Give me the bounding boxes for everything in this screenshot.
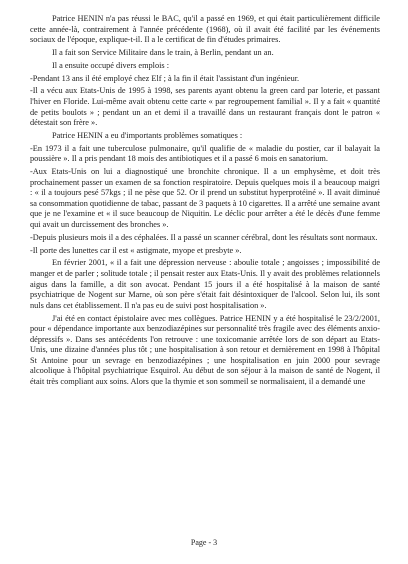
paragraph-employment-usa: -Il a vécu aux Etats-Unis de 1995 à 1998, ses parents ayant obtenu la green card par loterie, et passant l'hiver en Floride. Lui-même avait obtenu cette carte « par regroupement familial ». Il y a fait « quantité de petits boulots » ; pendant un an et demi il a travaillé dans un restaurant français dont le patron « détestait son frère ». bbox=[30, 86, 380, 128]
paragraph-employment-elf: -Pendant 13 ans il été employé chez Elf ; à la fin il était l'assistant d'un ingénieur. bbox=[30, 73, 300, 83]
page-number: Page - 3 bbox=[190, 538, 218, 547]
document-body bbox=[30, 14, 380, 390]
paragraph-headaches: -Depuis plusieurs mois il a des céphalées. Il a passé un scanner cérébral, dont les résultats sont normaux. bbox=[30, 232, 378, 242]
paragraph-employment-intro: Il a ensuite occupé divers emplois : bbox=[52, 60, 170, 70]
paragraph-bronchitis: -Aux Etats-Unis on lui a diagnostiqué une bronchite chronique. Il a un emphysème, et doit très prochainement passer un examen de sa fonction respiratoire. Depuis quelques mois il a beaucoup maigri : « il a toujours pesé 57kgs ; il ne pèse que 52. Or il prend un substitut hyperprotéiné ». Il avait diminué sa consommation quotidienne de tabac, passant de 3 paquets à 10 cigarettes. Il a arrêté une semaine avant que je ne l'examine et « il suce beaucoup de Niquitin. Le déclic pour arrêter a été le décès d'une femme qui avait un durcissement des bronches ». bbox=[30, 167, 380, 229]
paragraph-glasses: -Il porte des lunettes car il est « astigmate, myope et presbyte ». bbox=[30, 245, 242, 255]
paragraph-military-service: Il a fait son Service Militaire dans le train, à Berlin, pendant un an. bbox=[52, 47, 274, 57]
paragraph-tuberculosis: -En 1973 il a fait une tuberculose pulmonaire, qu'il qualifie de « maladie du postier, car il balayait la poussière ». Il a pris pendant 18 mois des antibiotiques et il a passé 6 mois en sanatorium. bbox=[30, 143, 380, 164]
paragraph-somatic-intro: Patrice HENIN a eu d'importants problèmes somatiques : bbox=[52, 130, 243, 140]
paragraph-education: Patrice HENIN n'a pas réussi le BAC, qu'il a passé en 1969, et qui était particulièrement difficile cette année-là, contrairement à l'année précédente (1968), où il avait été facilité par les événements sociaux de l'époque, explique-t-il. Il a le certificat de fin d'études primaires. bbox=[30, 14, 380, 45]
paragraph-hospitalisation: J'ai été en contact épistolaire avec mes collègues. Patrice HENIN y a été hospitalisé le 23/2/2001, pour « dépendance importante aux benzodiazépines sur personnalité très fragile avec des éléments anxio-dépressifs ». Dans ses antécédents l'on retrouve : une toxicomanie arrêtée lors de son départ au Etats-Unis, une dizaine d'années plus tôt ; une hospitalisation à son retour et dernièrement en 1998 à l'hôpital St Antoine pour un sevrage en benzodiazépines ; une hospitalisation en juin 2000 pour sevrage alcoolique à l'hôpital psychiatrique Esquirol. Au début de son séjour à la maison de santé de Nogent, il était très compliant aux soins. Alors que la thymie et son sommeil se normalisaient, il a demandé une bbox=[30, 313, 380, 387]
paragraph-depression: En février 2001, « il a fait une dépression nerveuse : aboulie totale ; angoisses ; impossibilité de manger et de parler ; solitude totale ; il pensait rester aux Etats-Unis. Il y avait des problèmes relationnels aigus dans la famille, a dit son avocat. Pendant 15 jours il a été hospitalisé à la maison de santé psychiatrique de Nogent sur Marne, où son père s'était fait désintoxiquer de l'alcool. Selon lui, ils sont nuls dans cet établissement. Il n'a pas eu de suivi post hospitalisation ». bbox=[30, 258, 380, 310]
